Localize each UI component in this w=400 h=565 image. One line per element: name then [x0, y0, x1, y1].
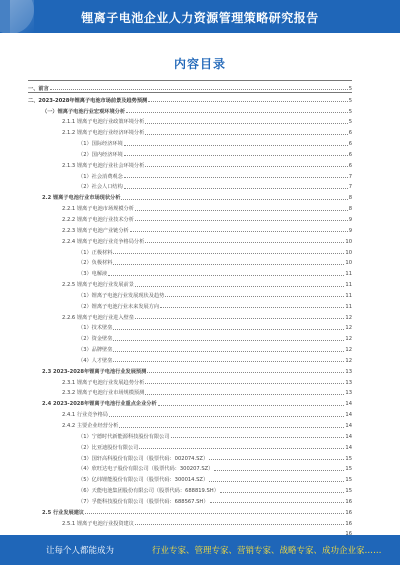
toc-page-number: 7 — [348, 184, 352, 191]
toc-page-number: 12 — [345, 357, 352, 364]
toc-leader-dots — [210, 502, 345, 503]
toc-page-number: 12 — [345, 325, 352, 332]
toc-page-number: 13 — [345, 390, 352, 397]
toc-page-number: 12 — [345, 347, 352, 354]
toc-entry-text: （4）欣旺达电子股份有限公司（股票代码：300207.SZ） — [78, 466, 214, 473]
toc-page-number: 11 — [345, 292, 352, 299]
toc-leader-dots — [113, 340, 344, 341]
toc-entry-text: （2）负极材料 — [78, 260, 113, 267]
toc-page-number: 6 — [348, 141, 352, 148]
toc-entry-text: 2.1.3 锂离子电池行业社会环境分析 — [62, 162, 145, 169]
toc-leader-dots — [113, 351, 344, 352]
toc-page-number: 11 — [345, 271, 352, 278]
toc-page-number: 10 — [345, 249, 352, 256]
toc-entry-text: 2.3.1 锂离子电池行业发展趋势分析 — [62, 379, 145, 386]
toc-leader-dots — [139, 448, 344, 449]
toc-entry[interactable] — [28, 418, 352, 429]
toc-entry[interactable] — [28, 505, 352, 516]
toc-page-number: 13 — [345, 379, 352, 386]
toc-entry[interactable] — [28, 180, 352, 191]
toc-entry-text: （6）天能电池集团股份有限公司（股票代码：688819.SH） — [78, 488, 219, 495]
toc-entry-text: 2.5.1 锂离子电池行业投资建议 — [62, 520, 134, 527]
toc-entry-text: 2.2 锂离子电池行业市场现状分析 — [42, 195, 121, 202]
toc-page-number: 5 — [348, 108, 352, 115]
toc-entry[interactable] — [28, 92, 352, 104]
toc-entry-text: 2.2.2 锂离子电池行业技术分析 — [62, 216, 134, 223]
toc-entry-text: （一）锂离子电池行业宏观环境分析 — [42, 108, 126, 115]
toc-leader-dots — [113, 329, 344, 330]
toc-entry-text: 2.3 2023-2028年锂离子电池行业发展预测 — [42, 368, 147, 375]
toc-leader-dots — [126, 112, 348, 113]
toc-entry[interactable] — [28, 115, 352, 126]
toc-entry-text: 2.2.1 锂离子电池市场规模分析 — [62, 206, 134, 213]
toc-entry[interactable] — [28, 331, 352, 342]
toc-page-number: 6 — [348, 130, 352, 137]
report-title: 锂离子电池企业人力资源管理策略研究报告 — [81, 11, 319, 25]
toc-page-number: 8 — [348, 195, 352, 202]
toc-page-number: 16 — [345, 498, 352, 505]
toc-entry[interactable] — [28, 266, 352, 277]
toc-page-number: 14 — [345, 401, 352, 408]
toc-entry[interactable] — [28, 288, 352, 299]
toc-entry-text: （1）技术壁垒 — [78, 325, 113, 332]
toc-leader-dots — [119, 427, 344, 428]
toc-leader-dots — [135, 318, 344, 319]
toc-leader-dots — [108, 275, 344, 276]
toc-entry-text: （2）社会人口结构 — [78, 184, 123, 191]
toc-entry-text: （1）社会消费观念 — [78, 173, 123, 180]
toc-entry-text: 2.4.2 主要企业经营分析 — [62, 423, 119, 429]
toc-page-number: 12 — [345, 314, 352, 321]
toc-leader-dots — [85, 513, 344, 514]
toc-entry[interactable] — [28, 407, 352, 418]
toc-page-number: 12 — [345, 336, 352, 343]
toc-entry-text: 2.3.2 锂离子电池行业市场规模预测 — [62, 390, 145, 397]
toc-page-number: 13 — [345, 368, 352, 375]
toc-leader-dots — [145, 242, 344, 243]
toc-leader-dots — [130, 231, 348, 232]
toc-leader-dots — [145, 166, 347, 167]
toc-page-number: 5 — [348, 85, 352, 92]
toc-entry[interactable] — [28, 277, 352, 288]
toc-leader-dots — [121, 199, 347, 200]
toc-entry-text: 一、前言 — [28, 85, 49, 92]
toc-entry[interactable] — [28, 472, 352, 483]
toc-entry[interactable] — [28, 190, 352, 201]
toc-entry[interactable] — [28, 396, 352, 407]
toc-entry-text: （1）宁德时代新能源科技股份有限公司 — [78, 433, 170, 440]
toc-entry-text: 2.2.4 锂离子电池行业竞争格局分析 — [62, 238, 145, 245]
toc-entry-text: （7）孚能科技股份有限公司（股票代码：688567.SH） — [78, 498, 209, 505]
toc-heading: 内容目录 — [173, 57, 226, 71]
toc-leader-dots — [145, 383, 344, 384]
toc-entry-text: 2.2.5 锂离子电池行业发展前景 — [62, 282, 134, 289]
toc-entry-text: （3）国轩高科股份有限公司（股票代码：002074.SZ） — [78, 455, 209, 462]
toc-leader-dots — [220, 492, 345, 493]
toc-leader-dots — [135, 220, 348, 221]
toc-entry[interactable] — [28, 147, 352, 158]
toc-entry[interactable] — [28, 342, 352, 353]
toc-entry[interactable] — [28, 80, 352, 92]
toc-entry-text: 2.4 2023-2028年锂离子电池行业重点企业分析 — [42, 401, 157, 408]
toc-leader-dots — [165, 296, 344, 297]
toc-entry[interactable] — [28, 364, 352, 375]
toc-entry-text: 2.1.1 锂离子电池行业政策环境分析 — [62, 119, 145, 126]
toc-entry[interactable] — [28, 321, 352, 332]
toc-entry[interactable] — [28, 158, 352, 169]
toc-page-number: 9 — [348, 216, 352, 223]
toc-page-number: 15 — [345, 455, 352, 462]
toc-leader-dots — [145, 134, 347, 135]
toc-entry[interactable] — [28, 256, 352, 267]
toc-leader-dots — [124, 155, 348, 156]
toc-page-number: 9 — [348, 227, 352, 234]
toc-leader-dots — [158, 405, 345, 406]
toc-leader-dots — [135, 210, 348, 211]
toc-entry[interactable] — [28, 483, 352, 494]
toc-entry-text: （2）国内经济环境 — [78, 151, 123, 158]
toc-entry[interactable] — [28, 386, 352, 397]
toc-entry-text: （2）资金壁垒 — [78, 336, 113, 343]
toc-page-number: 5 — [348, 119, 352, 126]
toc-page-number: 14 — [345, 433, 352, 440]
toc-leader-dots — [214, 470, 344, 471]
toc-entry-text: 二、2023-2028年锂离子电池市场前景及趋势预测 — [28, 97, 148, 104]
footer-tagline: 行业专家、管理专家、营销专家、战略专家、成功企业家…… — [152, 546, 382, 556]
toc-entry[interactable] — [28, 353, 352, 364]
toc-entry-text: 2.2.3 锂离子电池产业链分析 — [62, 227, 129, 234]
toc-entry[interactable] — [28, 201, 352, 212]
toc-entry[interactable] — [28, 169, 352, 180]
toc-leader-dots — [124, 145, 348, 146]
header-bar — [0, 0, 400, 33]
toc-entry[interactable] — [28, 451, 352, 462]
toc-page-number: 14 — [345, 444, 352, 451]
toc-entry-text: 2.5 行业发展建议 — [42, 509, 85, 516]
toc-leader-dots — [145, 123, 347, 124]
toc-leader-dots — [145, 394, 344, 395]
toc-entry[interactable] — [28, 494, 352, 505]
toc-leader-dots — [209, 481, 344, 482]
toc-entry-text: （5）亿纬锂能股份有限公司（股票代码：300014.SZ） — [78, 477, 209, 484]
toc-entry[interactable] — [28, 234, 352, 245]
toc-entry[interactable] — [28, 429, 352, 440]
toc-leader-dots — [148, 101, 347, 102]
toc-entry-text: （3）品牌壁垒 — [78, 347, 113, 354]
toc-entry-text: （2）锂离子电池行业未来发展方向 — [78, 303, 160, 310]
toc-leader-dots — [135, 286, 344, 287]
toc-page-number: 6 — [348, 162, 352, 169]
toc-page-number: 15 — [345, 488, 352, 495]
footer-slogan: 让每个人都能成为 — [46, 546, 115, 556]
toc-leader-dots — [113, 264, 344, 265]
toc-page-number: 8 — [348, 206, 352, 213]
toc-entry[interactable] — [28, 104, 352, 115]
toc-entry-text: 2.2.6 锂离子电池行业进入壁垒 — [62, 314, 134, 321]
toc-page-number: 14 — [345, 412, 352, 419]
toc-entry[interactable] — [28, 245, 352, 256]
table-of-contents — [28, 80, 352, 537]
toc-leader-dots — [147, 372, 344, 373]
toc-leader-dots — [135, 524, 344, 525]
toc-page-number: 15 — [345, 466, 352, 473]
toc-entry[interactable] — [28, 299, 352, 310]
toc-entry[interactable] — [28, 375, 352, 386]
toc-page-number: 15 — [345, 477, 352, 484]
toc-entry-text: （1）锂离子电池行业发展现状及趋势 — [78, 292, 165, 299]
toc-leader-dots — [124, 177, 348, 178]
toc-entry-text: （3）电解液 — [78, 271, 108, 278]
toc-leader-dots — [171, 437, 345, 438]
toc-entry[interactable] — [28, 136, 352, 147]
toc-entry-text: （1）国际经济环境 — [78, 141, 123, 148]
toc-entry-text: （2）比亚迪股份有限公司 — [78, 444, 139, 451]
toc-page-number: 11 — [345, 282, 352, 289]
toc-entry-text: 2.4.1 行业竞争格局 — [62, 412, 108, 419]
toc-leader-dots — [209, 459, 344, 460]
toc-entry[interactable] — [28, 440, 352, 451]
footer-bar — [0, 535, 400, 565]
toc-page-number: 6 — [348, 151, 352, 158]
toc-entry-text: 2.1.2 锂离子电池行业经济环境分析 — [62, 130, 145, 137]
toc-leader-dots — [113, 253, 344, 254]
toc-page-number: 14 — [345, 423, 352, 429]
toc-leader-dots — [160, 307, 344, 308]
toc-entry-text: （4）人才壁垒 — [78, 357, 113, 364]
toc-leader-dots — [50, 89, 348, 90]
toc-page-number: 16 — [345, 509, 352, 516]
toc-page-number: 7 — [348, 173, 352, 180]
toc-entry[interactable] — [28, 212, 352, 223]
toc-leader-dots — [109, 416, 344, 417]
toc-entry[interactable] — [28, 310, 352, 321]
toc-leader-dots — [124, 188, 348, 189]
toc-page-number: 10 — [345, 238, 352, 245]
toc-entry-text: （1）正极材料 — [78, 249, 113, 256]
toc-entry[interactable] — [28, 223, 352, 234]
toc-entry[interactable] — [28, 462, 352, 473]
toc-page-number: 16 — [345, 520, 352, 527]
toc-leader-dots — [113, 361, 344, 362]
toc-entry[interactable] — [28, 516, 352, 527]
toc-page-number: 10 — [345, 260, 352, 267]
toc-page-number: 11 — [345, 303, 352, 310]
toc-entry[interactable] — [28, 125, 352, 136]
toc-page-number: 5 — [348, 97, 352, 104]
